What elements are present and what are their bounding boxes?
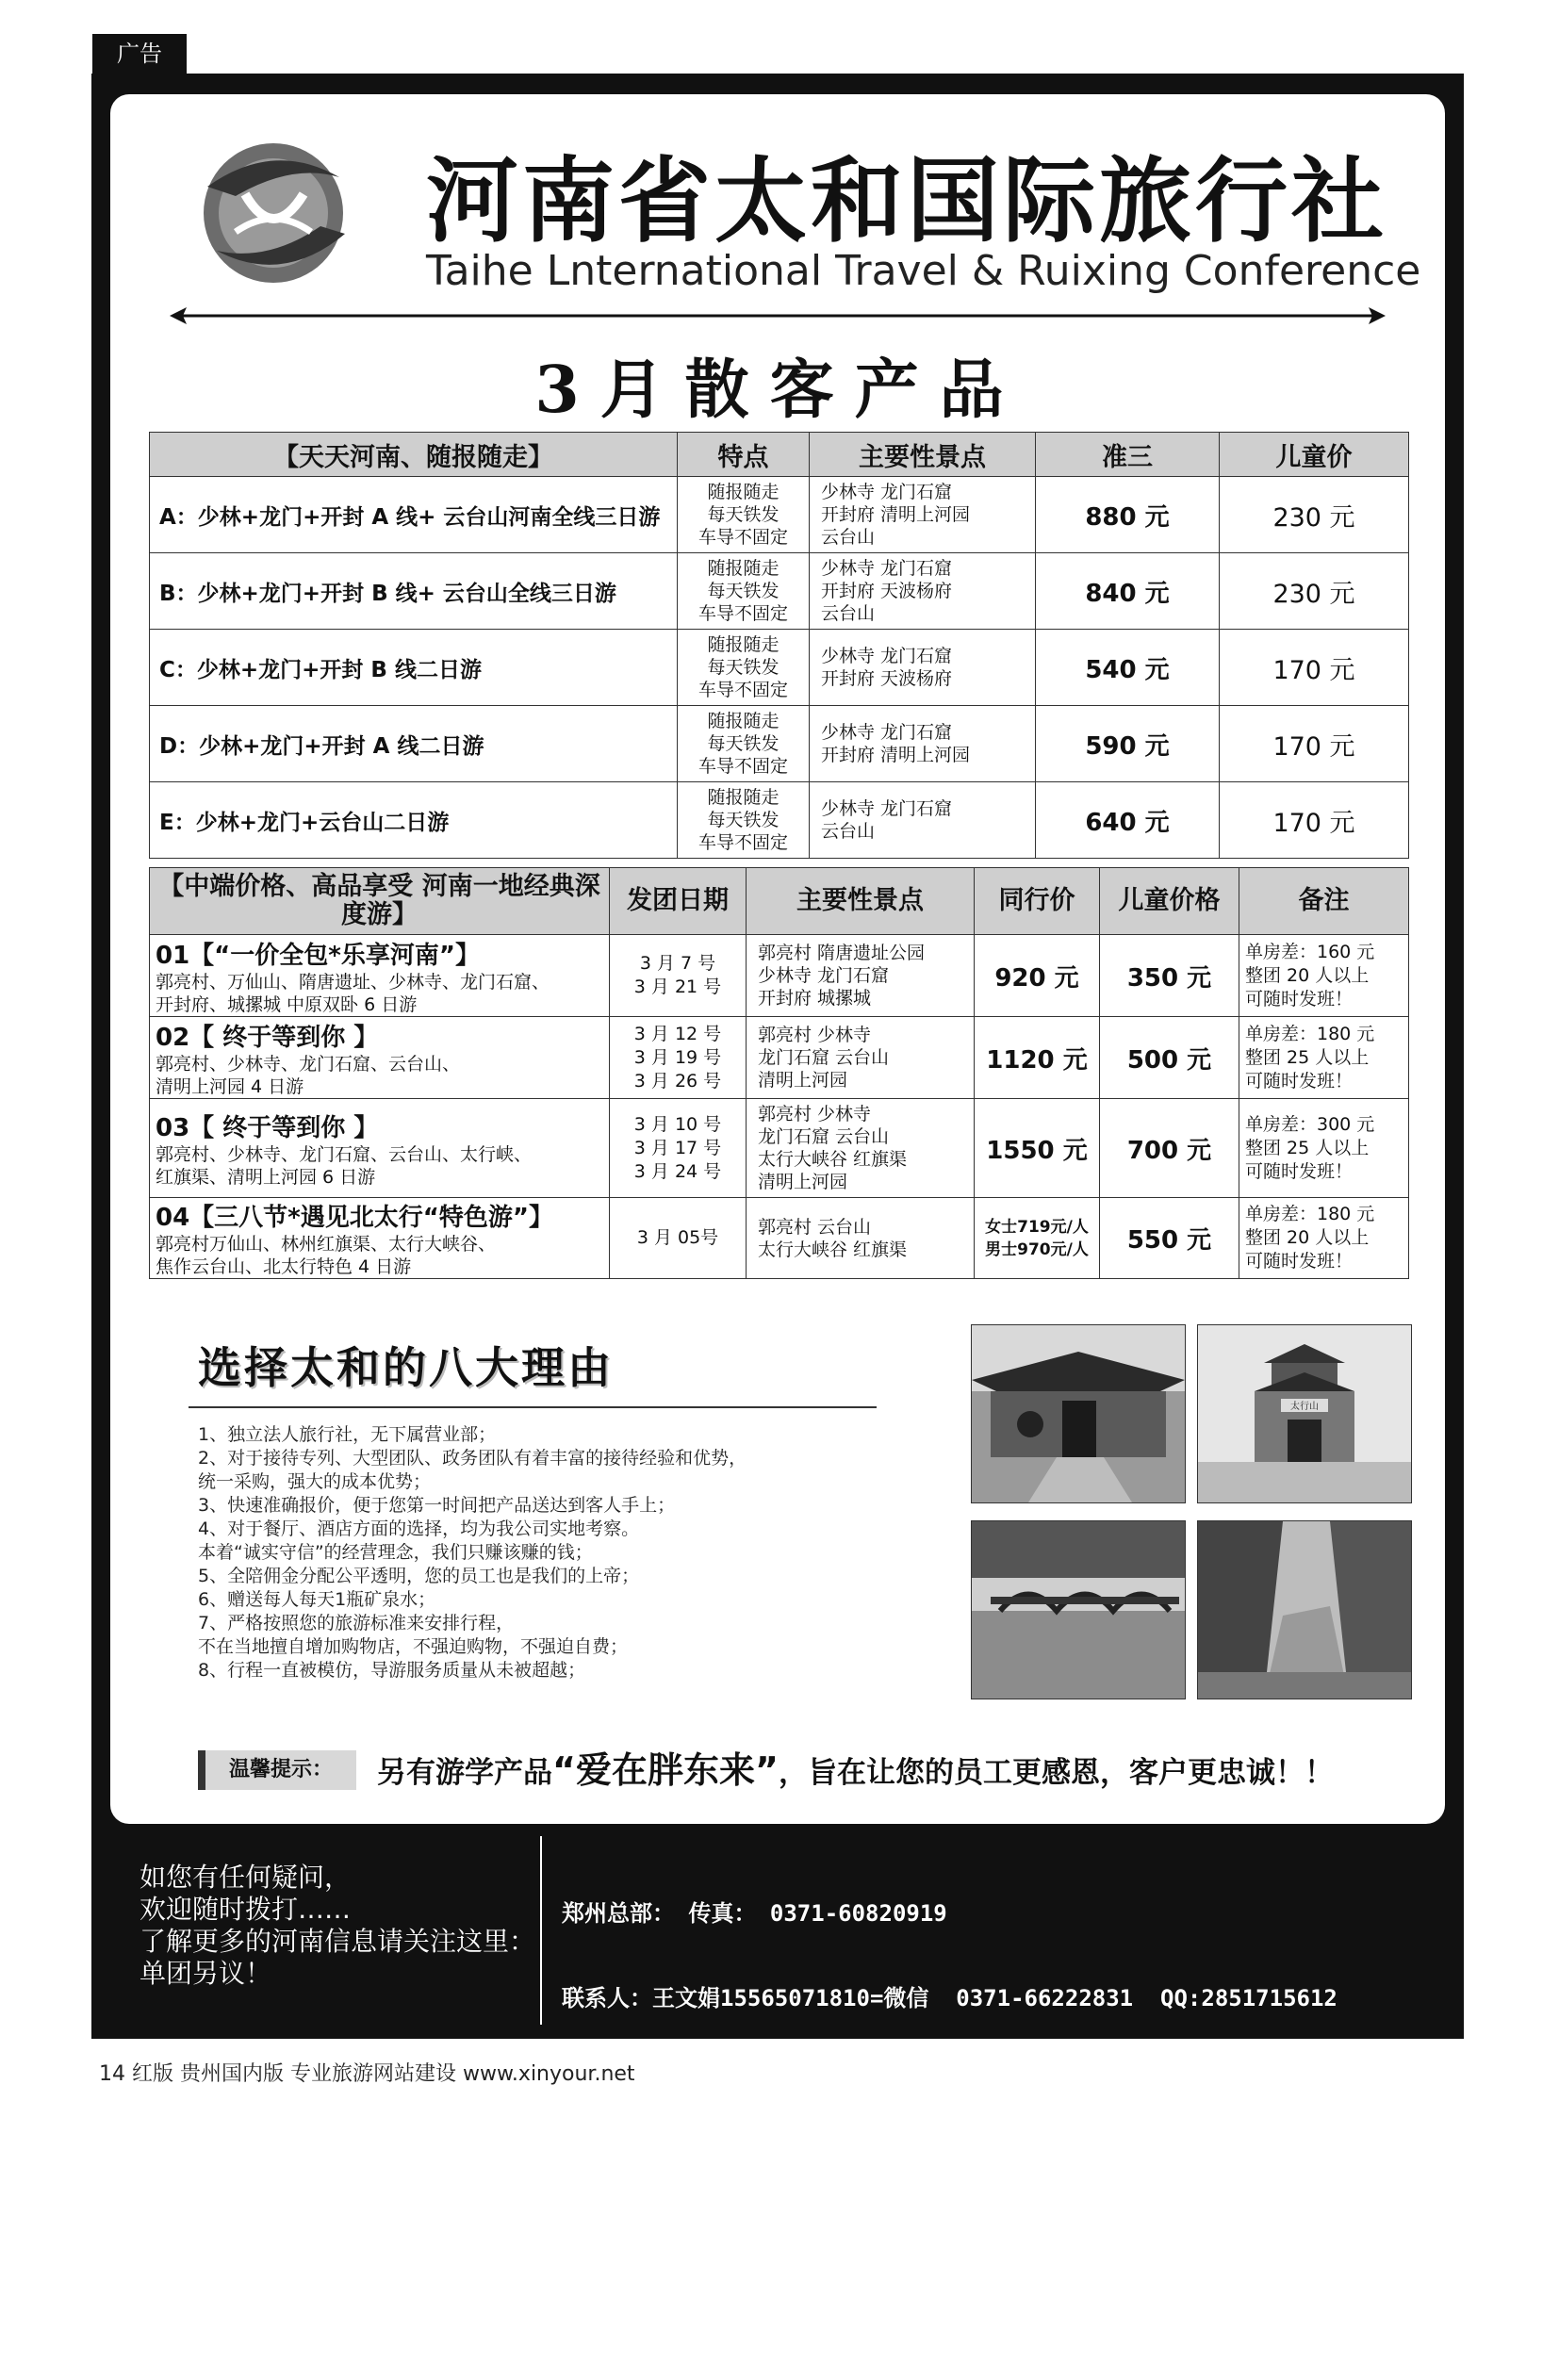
price-cell: 590 元 [1036,706,1220,782]
reasons-title: 选择太和的八大理由 [198,1342,614,1393]
canyon-photo [1197,1520,1412,1699]
route-name: D：少林+龙门+开封 A 线二日游 [150,706,678,782]
price-cell: 880 元 [1036,477,1220,553]
note-cell: 单房差：180 元 整团 25 人以上 可随时发班！ [1239,1017,1409,1099]
daily-tour-table [149,432,1409,859]
product-cell: 04【三八节*遇见北太行“特色游”】 郭亮村万仙山、林州红旗渠、太行大峡谷、 焦作云台山、北太行特色 4 日游 [150,1198,610,1279]
tips-label: 温馨提示： [198,1750,356,1790]
dates-cell: 3 月 05号 [610,1198,747,1279]
contact-line: 总 控：彭晶晶15565071809=微信 0371-66222830 QQ: 2851715611 [562,2324,1342,2351]
column-header: 发团日期 [610,868,747,935]
list-item: 5、全陪佣金分配公平透明，您的员工也是我们的上帝； [198,1566,640,1586]
tips-text: 另有游学产品“爱在胖东来”，旨在让您的员工更感恩，客户更忠诚！！ [377,1749,1334,1791]
child-price-cell: 170 元 [1220,782,1409,859]
list-item: 4、对于餐厅、酒店方面的选择，均为我公司实地考察。 [198,1518,640,1539]
month-title: 3月散客产品 [534,353,1025,428]
page-footer: 14 红版 贵州国内版 专业旅游网站建设 www.xinyour.net [99,2062,635,2086]
table-row [150,1017,1409,1099]
note-cell: 单房差：300 元 整团 25 人以上 可随时发班！ [1239,1099,1409,1198]
sights-cell: 郭亮村 少林寺 龙门石窟 云台山 太行大峡谷 红旗渠 清明上河园 [747,1099,975,1198]
child-price-cell: 550 元 [1100,1198,1239,1279]
note-cell: 单房差：180 元 整团 20 人以上 可随时发班！ [1239,1198,1409,1279]
product-cell: 01【“一价全包*乐享河南”】 郭亮村、万仙山、隋唐遗址、少林寺、龙门石窟、 开封府、城摞城 中原双卧 6 日游 [150,935,610,1017]
product-title: 04【三八节*遇见北太行“特色游”】 [156,1204,553,1232]
features-cell: 随报随走 每天铁发 车导不固定 [678,630,810,706]
list-item: 1、独立法人旅行社，无下属营业部； [198,1424,497,1445]
divider [540,1836,542,2025]
column-header: 主要性景点 [747,868,975,935]
list-item: 本着“诚实守信”的经营理念，我们只赚该赚的钱； [198,1542,593,1563]
list-item: 6、赠送每人每天1瓶矿泉水； [198,1589,436,1610]
contact-line: 联系人：王文娟15565071810=微信 0371-66222831 QQ:2851715612 [562,1985,1337,2011]
sights-cell: 郭亮村 云台山 太行大峡谷 红旗渠 [747,1198,975,1279]
child-price-cell: 350 元 [1100,935,1239,1017]
route-name: A：少林+龙门+开封 A 线+ 云台山河南全线三日游 [150,477,678,553]
list-item: 8、行程一直被模仿，导游服务质量从未被超越； [198,1660,586,1681]
product-title: 02【 终于等到你 】 [156,1023,379,1052]
child-price-cell: 700 元 [1100,1099,1239,1198]
table-row [150,706,1409,782]
gate-tower-photo [1197,1324,1412,1503]
column-header: 特点 [678,433,810,477]
column-header: 儿童价 [1220,433,1409,477]
sights-cell: 少林寺 龙门石窟 云台山 [810,782,1036,859]
price-cell: 女士719元/人 男士970元/人 [975,1198,1100,1279]
note-cell: 单房差：160 元 整团 20 人以上 可随时发班！ [1239,935,1409,1017]
list-item: 3、快速准确报价，便于您第一时间把产品送达到客人手上； [198,1495,676,1516]
route-name: E：少林+龙门+云台山二日游 [150,782,678,859]
table-row [150,477,1409,553]
bridge-photo [971,1520,1186,1699]
features-cell: 随报随走 每天铁发 车导不固定 [678,477,810,553]
features-cell: 随报随走 每天铁发 车导不固定 [678,782,810,859]
table-row [150,553,1409,630]
contact-list [562,1843,1342,2380]
table-row [150,935,1409,1017]
temple-photo [971,1324,1186,1503]
list-item: 统一采购，强大的成本优势； [198,1471,432,1492]
price-cell: 1120 元 [975,1017,1100,1099]
contact-line: 丁艳平15565071812=微信 0371-66222832 QQ:2851715613 [562,2155,1329,2181]
contact-intro: 如您有任何疑问， 欢迎随时拨打…… 了解更多的河南信息请关注这里： 单团另议！ [139,1862,536,1989]
column-header: 准三 [1036,433,1220,477]
product-title: 03【 终于等到你 】 [156,1113,379,1142]
divider [189,1406,877,1408]
list-item: 7、严格按照您的旅游标准来安排行程， [198,1613,515,1633]
table-row [150,630,1409,706]
route-name: B：少林+龙门+开封 B 线+ 云台山全线三日游 [150,553,678,630]
column-header: 【中端价格、高品享受 河南一地经典深度游】 [150,868,610,935]
dates-cell: 3 月 10 号 3 月 17 号 3 月 24 号 [610,1099,747,1198]
decorative-arrow-rule [170,304,1386,328]
product-title: 01【“一价全包*乐享河南”】 [156,941,480,970]
contact-line: 李 静15565071825=微信 0371-66222832 QQ:2851715615 [562,2070,1334,2096]
child-price-cell: 230 元 [1220,553,1409,630]
price-cell: 920 元 [975,935,1100,1017]
table-header-row [150,868,1409,935]
column-header: 备注 [1239,868,1409,935]
gate-sign-text: 太行山 [1290,1402,1319,1412]
sights-cell: 郭亮村 少林寺 龙门石窟 云台山 清明上河园 [747,1017,975,1099]
price-cell: 840 元 [1036,553,1220,630]
table-row [150,1198,1409,1279]
reasons-list [198,1423,858,1682]
sights-cell: 少林寺 龙门石窟 开封府 清明上河园 云台山 [810,477,1036,553]
tips-banner [198,1750,1404,1790]
child-price-cell: 230 元 [1220,477,1409,553]
sights-cell: 少林寺 龙门石窟 开封府 天波杨府 [810,630,1036,706]
dates-cell: 3 月 12 号 3 月 19 号 3 月 26 号 [610,1017,747,1099]
ad-tag: 广告 [92,34,187,74]
company-name-cn: 河南省太和国际旅行社 [426,148,1388,255]
sights-cell: 少林寺 龙门石窟 开封府 清明上河园 [810,706,1036,782]
features-cell: 随报随走 每天铁发 车导不固定 [678,553,810,630]
child-price-cell: 170 元 [1220,630,1409,706]
contact-line: 房小丹13949113086=微信 0371-60820916 QQ:2851715622 [562,2240,1329,2266]
sights-cell: 少林寺 龙门石窟 开封府 天波杨府 云台山 [810,553,1036,630]
child-price-cell: 500 元 [1100,1017,1239,1099]
route-name: C：少林+龙门+开封 B 线二日游 [150,630,678,706]
product-cell: 02【 终于等到你 】 郭亮村、少林寺、龙门石窟、云台山、 清明上河园 4 日游 [150,1017,610,1099]
table-row [150,782,1409,859]
list-item: 2、对于接待专列、大型团队、政务团队有着丰富的接待经验和优势， [198,1448,747,1469]
dates-cell: 3 月 7 号 3 月 21 号 [610,935,747,1017]
table-header-row [150,433,1409,477]
product-cell: 03【 终于等到你 】 郭亮村、少林寺、龙门石窟、云台山、太行峡、 红旗渠、清明上河园 6 日游 [150,1099,610,1198]
price-cell: 1550 元 [975,1099,1100,1198]
column-header: 主要性景点 [810,433,1036,477]
deep-tour-table [149,867,1409,1279]
column-header: 【天天河南、随报随走】 [150,433,678,477]
column-header: 儿童价格 [1100,868,1239,935]
features-cell: 随报随走 每天铁发 车导不固定 [678,706,810,782]
table-row [150,1099,1409,1198]
child-price-cell: 170 元 [1220,706,1409,782]
price-cell: 640 元 [1036,782,1220,859]
company-name-en: Taihe Lnternational Travel & Ruixing Conference [426,247,1421,295]
company-logo-icon [179,121,377,300]
sights-cell: 郭亮村 隋唐遗址公园 少林寺 龙门石窟 开封府 城摞城 [747,935,975,1017]
column-header: 同行价 [975,868,1100,935]
list-item: 不在当地擅自增加购物店，不强迫购物，不强迫自费； [198,1636,629,1657]
price-cell: 540 元 [1036,630,1220,706]
contact-line: 郑州总部： 传真： 0371-60820919 [562,1900,947,1927]
